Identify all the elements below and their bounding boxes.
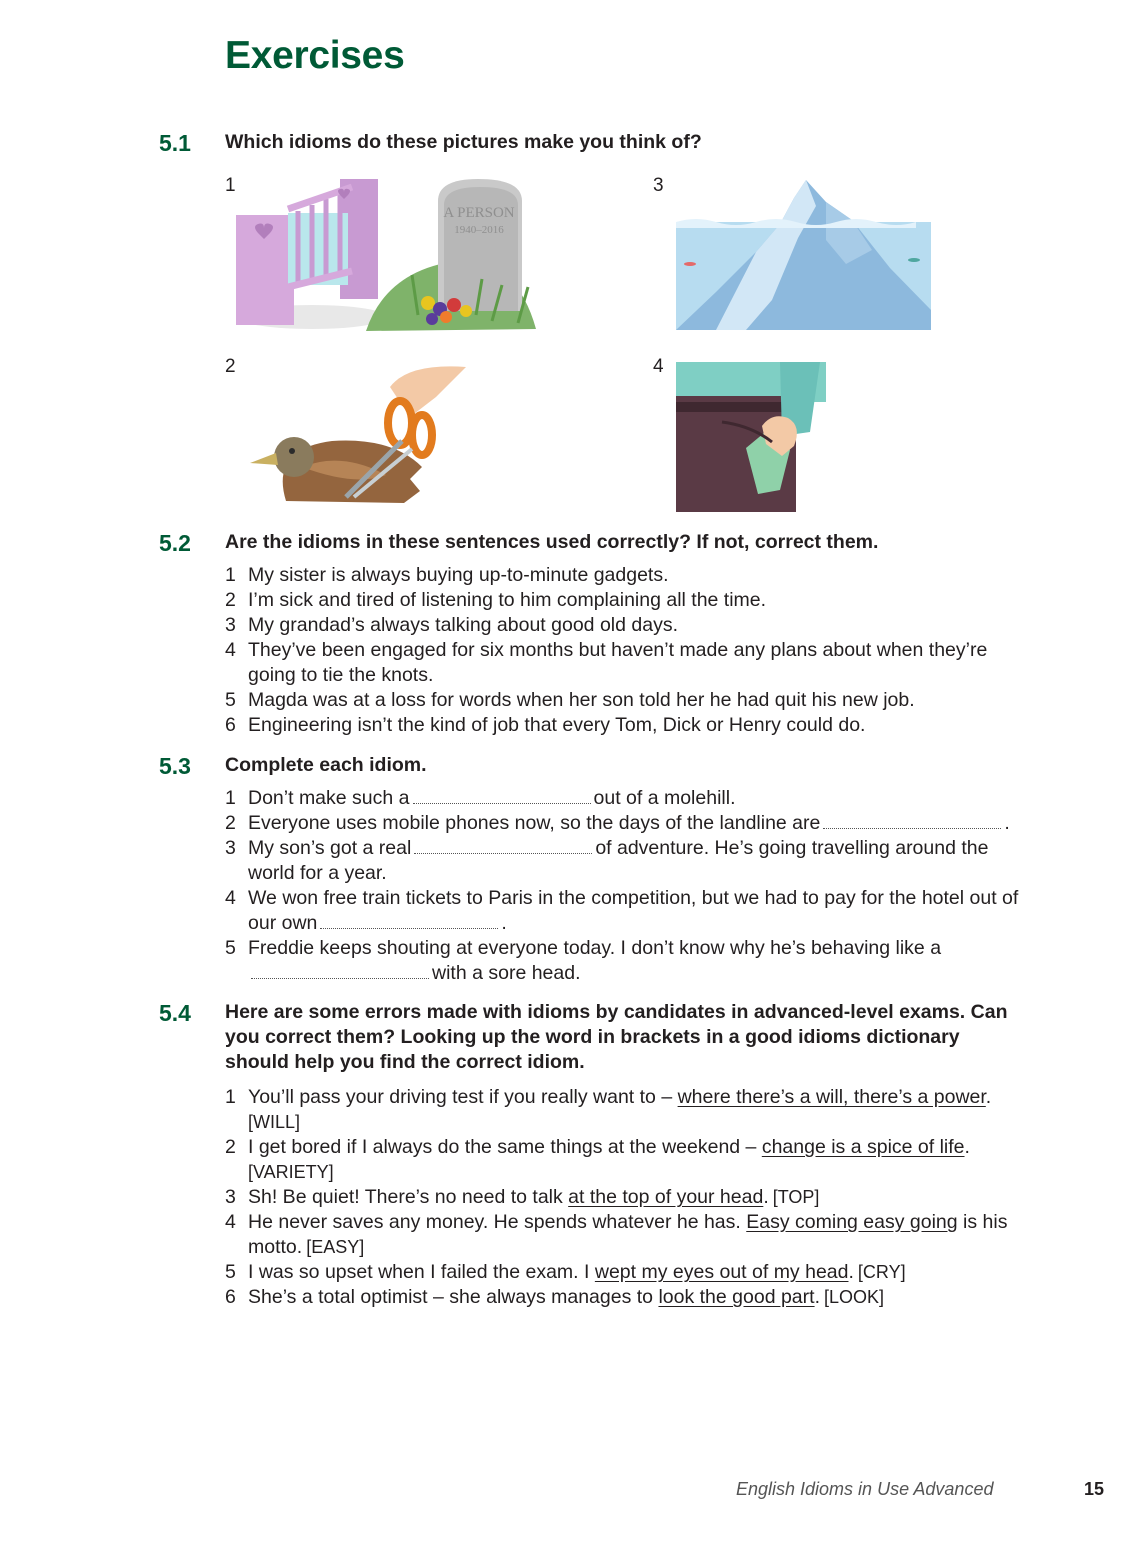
keyword-tag: [LOOK] <box>824 1287 885 1307</box>
hand-in-pocket-illustration <box>676 362 826 512</box>
gravestone-name: A PERSON <box>443 205 515 221</box>
underlined-idiom: at the top of your head <box>568 1186 764 1208</box>
list-item: 3 My son’s got a real of adventure. He’s going travelling around the world for a year. <box>225 837 989 884</box>
underlined-idiom: look the good part <box>658 1286 815 1308</box>
picture-label-3: 3 <box>653 175 664 196</box>
duck-scissors-illustration <box>242 365 468 513</box>
cradle-grave-illustration <box>232 175 542 331</box>
book-title-footer: English Idioms in Use Advanced <box>736 1479 994 1499</box>
list-item: 2 I get bored if I always do the same things at the weekend – change is a spice of life. [VARIETY] <box>225 1136 970 1182</box>
keyword-tag: [EASY] <box>306 1237 365 1257</box>
underlined-idiom: wept my eyes out of my head <box>594 1261 849 1283</box>
underlined-idiom: where there’s a will, there’s a power <box>677 1086 986 1108</box>
underlined-idiom: change is a spice of life <box>761 1136 965 1158</box>
list-item: 1 Don’t make such a out of a molehill. <box>225 787 736 809</box>
gravestone-years: 1940–2016 <box>454 224 504 236</box>
picture-label-2: 2 <box>225 356 236 377</box>
keyword-tag: [TOP] <box>772 1187 820 1207</box>
sentence-list <box>225 563 1025 738</box>
list-item: 4 He never saves any money. He spends whatever he has. Easy coming easy going is his motto. [EASY] <box>225 1211 1008 1258</box>
list-item: 5 Freddie keeps shouting at everyone today. I don’t know why he’s behaving like awith a sore head. <box>225 937 942 984</box>
underlined-idiom: Easy coming easy going <box>746 1211 958 1233</box>
list-item: 3 My grandad’s always talking about good old days. <box>225 614 678 636</box>
list-item: 6 Engineering isn’t the kind of job that every Tom, Dick or Henry could do. <box>225 714 866 736</box>
exercise-number: 5.1 <box>159 130 191 156</box>
gap-fill-list <box>225 786 1025 986</box>
list-item: 1 My sister is always buying up-to-minute gadgets. <box>225 564 669 586</box>
list-item: 6 She’s a total optimist – she always manages to look the good part. [LOOK] <box>225 1286 885 1308</box>
exercise-instruction: Which idioms do these pictures make you think of? <box>225 131 702 153</box>
answer-blank[interactable] <box>251 974 429 979</box>
iceberg-illustration <box>676 180 931 330</box>
exercise-number: 5.2 <box>159 530 191 556</box>
exercise-instruction: Complete each idiom. <box>225 754 427 776</box>
picture-label-4: 4 <box>653 356 664 377</box>
page-title: Exercises <box>225 34 405 77</box>
list-item: 5 Magda was at a loss for words when her son told her he had quit his new job. <box>225 689 915 711</box>
exercise-instruction: Here are some errors made with idioms by candidates in advanced-level exams. Can you correct them? Looking up the word in brackets in a good idioms dictionary should help you find the correct idiom. <box>225 1001 1008 1073</box>
keyword-tag: [CRY] <box>857 1262 906 1282</box>
answer-blank[interactable] <box>413 799 591 804</box>
answer-blank[interactable] <box>320 924 498 929</box>
error-correction-list <box>225 1085 1025 1310</box>
list-item: 2 I’m sick and tired of listening to him complaining all the time. <box>225 589 767 611</box>
answer-blank[interactable] <box>823 824 1001 829</box>
list-item: 3 Sh! Be quiet! There’s no need to talk at the top of your head. [TOP] <box>225 1186 820 1208</box>
exercise-instruction: Are the idioms in these sentences used correctly? If not, correct them. <box>225 531 879 553</box>
list-item: 2 Everyone uses mobile phones now, so the days of the landline are . <box>225 812 1010 834</box>
picture-label-1: 1 <box>225 175 236 196</box>
exercise-number: 5.3 <box>159 753 191 779</box>
exercise-number: 5.4 <box>159 1000 191 1026</box>
list-item: 4 They’ve been engaged for six months but haven’t made any plans about when they’re going to tie the knots. <box>225 639 988 686</box>
page-number: 15 <box>1084 1479 1105 1499</box>
keyword-tag: [VARIETY] <box>248 1162 334 1182</box>
list-item: 1 You’ll pass your driving test if you really want to – where there’s a will, there’s a power. [WILL] <box>225 1086 992 1132</box>
list-item: 4 We won free train tickets to Paris in the competition, but we had to pay for the hotel out of our own . <box>225 887 1019 934</box>
answer-blank[interactable] <box>414 849 592 854</box>
keyword-tag: [WILL] <box>248 1112 301 1132</box>
list-item: 5 I was so upset when I failed the exam. I wept my eyes out of my head. [CRY] <box>225 1261 906 1283</box>
